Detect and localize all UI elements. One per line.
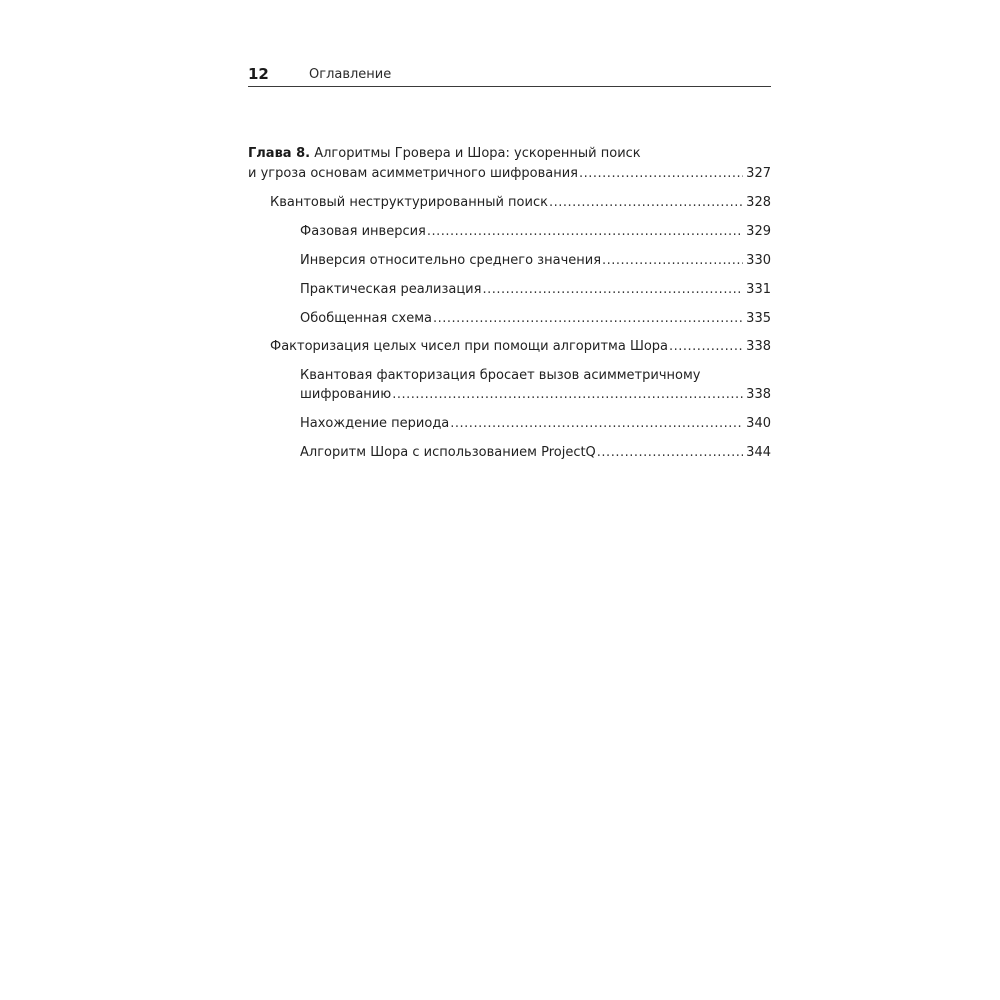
toc-entry-subsection[interactable] [300,223,771,240]
toc-entry-label: Практическая реализация [300,282,482,297]
toc-entry-page: 331 [746,282,771,297]
dot-leader [450,415,743,432]
toc-entry-page: 328 [746,195,771,210]
dot-leader [549,194,743,211]
running-head [248,64,771,87]
toc-entry-subsection[interactable] [300,386,771,403]
toc-entry-section[interactable] [270,338,771,355]
chapter-title-line-2[interactable] [248,165,771,182]
toc-entry-page: 344 [746,445,771,460]
toc-entry-label: Нахождение периода [300,416,450,431]
toc-entry-subsection[interactable] [300,252,771,269]
chapter-number: Глава 8. [248,146,311,161]
toc-entry-label: шифрованию [300,387,392,402]
toc-entry-subsection[interactable] [300,444,771,461]
toc-entry-page: 338 [746,387,771,402]
toc-entry-page: 329 [746,224,771,239]
toc-entry-label: Фазовая инверсия [300,224,426,239]
toc-entry-subsection[interactable] [300,310,771,327]
toc-entry-label: Обобщенная схема [300,311,432,326]
toc-entry-label: Алгоритм Шора с использованием ProjectQ [300,445,596,460]
toc-entry-page: 335 [746,311,771,326]
toc-entry-page: 330 [746,253,771,268]
toc-entry-section[interactable] [270,194,771,211]
dot-leader [597,444,743,461]
toc-entry-label: Факторизация целых чисел при помощи алгоритма Шора [270,339,669,354]
dot-leader [669,338,743,355]
dot-leader [427,223,743,240]
toc-entry-subsection[interactable] [300,281,771,298]
toc-entry-subsection[interactable] [300,415,771,432]
dot-leader [602,252,743,269]
chapter-title-line-1 [248,145,641,162]
toc-entry-label: Квантовый неструктурированный поиск [270,195,548,210]
dot-leader [392,386,743,403]
chapter-page-ref: 327 [746,166,771,181]
dot-leader [579,165,743,182]
chapter-title-text: Алгоритмы Гровера и Шора: ускоренный поиск [314,146,641,161]
toc-entry-subsection-line-1: Квантовая факторизация бросает вызов асимметричному [300,368,701,383]
page-number: 12 [248,65,269,83]
toc-entry-label: Инверсия относительно среднего значения [300,253,602,268]
running-title: Оглавление [309,67,392,82]
toc-entry-page: 340 [746,416,771,431]
toc-entry-page: 338 [746,339,771,354]
book-page [248,64,771,460]
dot-leader [433,310,743,327]
dot-leader [482,281,743,298]
chapter-title-continuation: и угроза основам асимметричного шифрования [248,166,579,181]
